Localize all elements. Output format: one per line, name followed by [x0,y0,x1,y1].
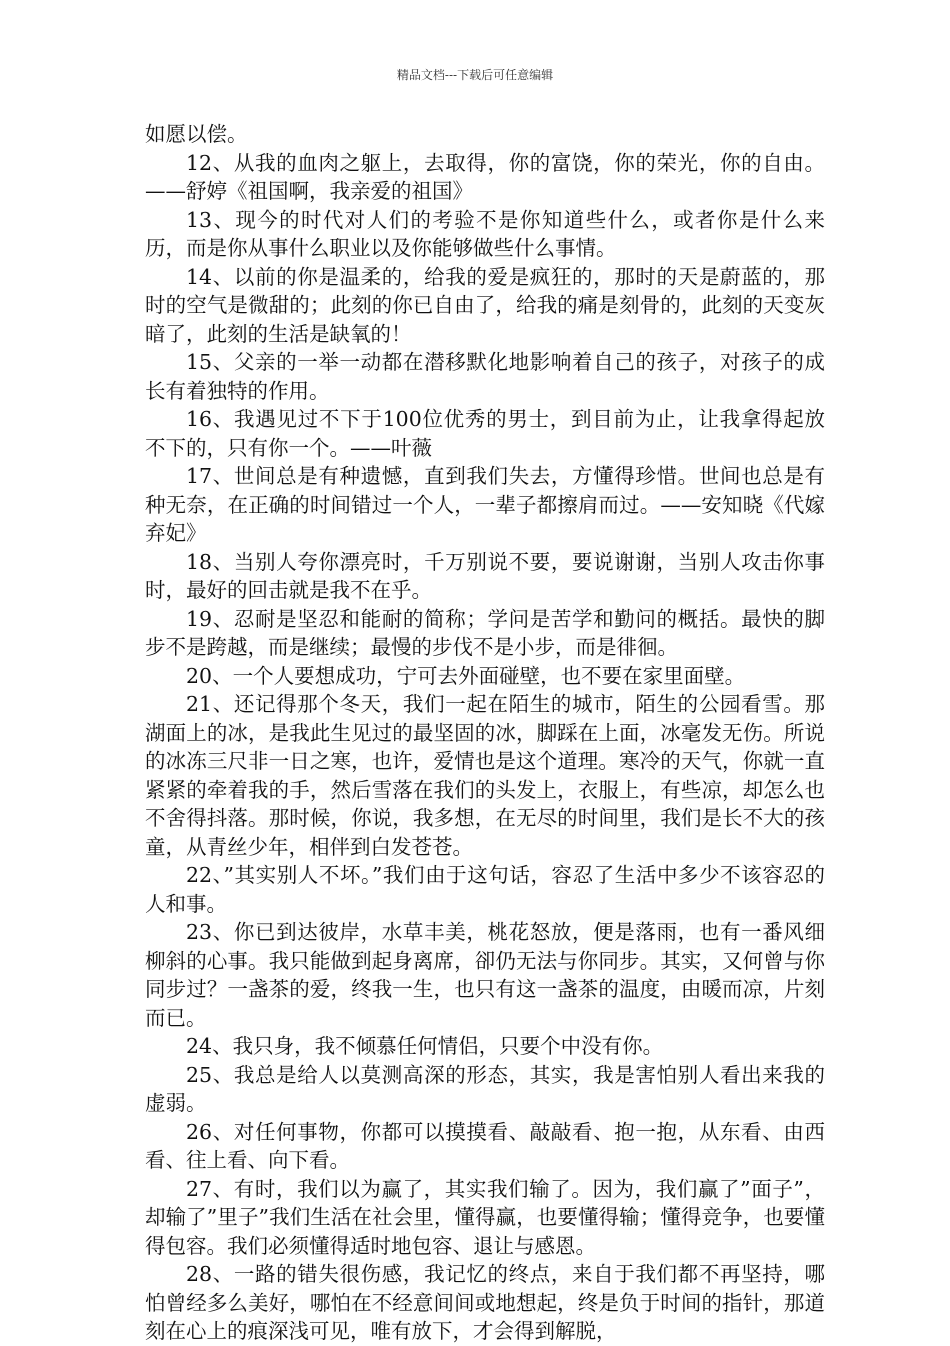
paragraph: 19、忍耐是坚忍和能耐的简称；学问是苦学和勤问的概括。最快的脚步不是跨越，而是继续；最慢的步伐不是小步，而是徘徊。 [145,606,825,659]
paragraph: 27、有时，我们以为赢了，其实我们输了。因为，我们赢了”面子”，却输了”里子”我们生活在社会里，懂得赢，也要懂得输；懂得竞争，也要懂得包容。我们必须懂得适时地包容、退让与感恩。 [145,1176,825,1258]
paragraph: 17、世间总是有种遗憾，直到我们失去，方懂得珍惜。世间也总是有种无奈，在正确的时间错过一个人，一辈子都擦肩而过。——安知晓《代嫁弃妃》 [145,464,825,545]
paragraph: 26、对任何事物，你都可以摸摸看、敲敲看、抱一抱，从东看、由西看、往上看、向下看。 [145,1119,825,1172]
paragraph: 22、”其实别人不坏。”我们由于这句话，容忍了生活中多少不该容忍的人和事。 [145,863,825,916]
paragraph: 25、我总是给人以莫测高深的形态，其实，我是害怕别人看出来我的虚弱。 [145,1062,825,1115]
page-header: 精品文档---下载后可任意编辑 [396,68,554,82]
paragraph: 12、从我的血肉之躯上，去取得，你的富饶，你的荣光，你的自由。——舒婷《祖国啊，我亲爱的祖国》 [145,150,825,203]
paragraph: 20、一个人要想成功，宁可去外面碰壁，也不要在家里面壁。 [186,663,746,688]
document-body [145,120,825,1346]
paragraph: 21、还记得那个冬天，我们一起在陌生的城市，陌生的公园看雪。那湖面上的冰，是我此生见过的最坚固的冰，脚踩在上面，冰毫发无伤。所说的冰冻三尺非一日之寒，也许，爱情也是这个道理。寒冷的天气，你就一直紧紧的牵着我的手，然后雪落在我们的头发上，衣服上，有些凉，却怎么也不舍得抖落。那时候，你说，我多想，在无尽的时间里，我们是长不大的孩童，从青丝少年，相伴到白发苍苍。 [145,692,825,859]
paragraph: 13、现今的时代对人们的考验不是你知道些什么，或者你是什么来历，而是你从事什么职业以及你能够做些什么事情。 [145,207,825,260]
paragraph: 如愿以偿。 [145,122,248,146]
paragraph: 15、父亲的一举一动都在潜移默化地影响着自己的孩子，对孩子的成长有着独特的作用。 [145,350,825,403]
paragraph: 14、以前的你是温柔的，给我的爱是疯狂的，那时的天是蔚蓝的，那时的空气是微甜的；此刻的你已自由了，给我的痛是刻骨的，此刻的天变灰暗了，此刻的生活是缺氧的！ [145,264,825,346]
paragraph: 24、我只身，我不倾慕任何情侣，只要个中没有你。 [186,1034,664,1058]
paragraph: 23、你已到达彼岸，水草丰美，桃花怒放，便是落雨，也有一番风细柳斜的心事。我只能做到起身离席，卻仍无法与你同步。其实，又何曾与你同步过？一盏茶的爱，终我一生，也只有这一盏茶的温度，由暖而凉，片刻而已。 [145,920,825,1030]
paragraph: 16、我遇见过不下于100位优秀的男士，到目前为止，让我拿得起放不下的，只有你一个。——叶薇 [145,407,825,460]
paragraph: 18、当别人夸你漂亮时，千万别说不要，要说谢谢，当别人攻击你事时，最好的回击就是我不在乎。 [145,549,825,602]
paragraph: 28、一路的错失很伤感，我记忆的终点，来自于我们都不再坚持，哪怕曾经多么美好，哪怕在不经意间间或地想起，终是负于时间的指针，那道刻在心上的痕深浅可见，唯有放下，才会得到解脱， [145,1262,825,1343]
